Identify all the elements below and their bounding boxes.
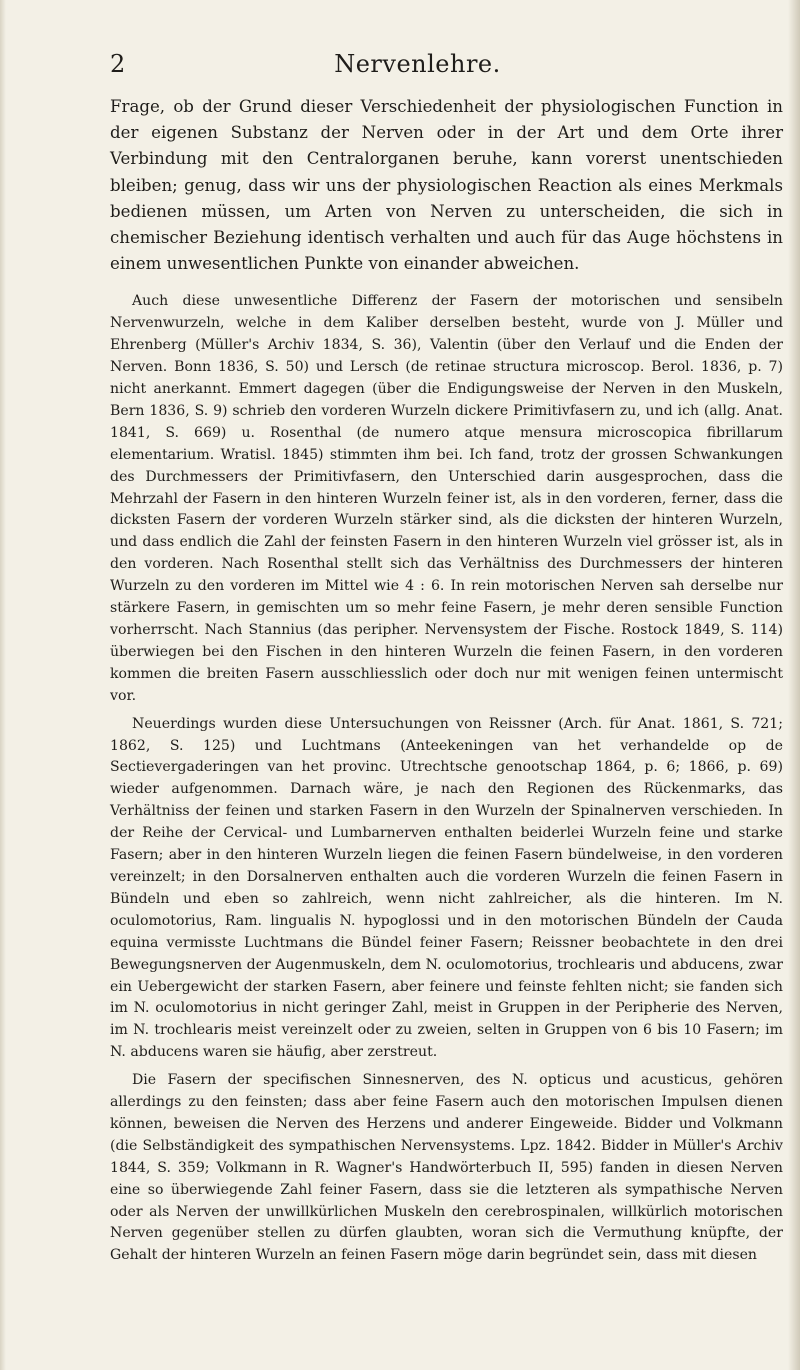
note-paragraph-fiber-calibre: Auch diese unwesentliche Differenz der Fasern der motorischen und sensibeln Nervenwurzeln, welche in dem Kaliber derselben besteht, wurde von J. Müller und Ehrenberg (Müller's Archiv 1834, S. 36), Valentin (über den Verlauf und die Enden der Nerven. Bonn 1836, S. 50) und Lersch (de retinae structura microscop. Berol. 1836, p. 7) nicht anerkannt. Emmert dagegen (über die Endigungsweise der Nerven in den Muskeln, Bern 1836, S. 9) schrieb den vorderen Wurzeln dickere Primitivfasern zu, und ich (allg. Anat. 1841, S. 669) u. Rosenthal (de numero atque mensura microscopica fibrillarum elementarium. Wratisl. 1845) stimmten ihm bei. Ich fand, trotz der grossen Schwankungen des Durchmessers der Primitivfasern, den Unterschied darin ausgesprochen, dass die Mehrzahl der Fasern in den hinteren Wurzeln feiner ist, als in den vorderen, ferner, dass die dicksten Fasern der vorderen Wurzeln stärker sind, als die dicksten der hinteren Wurzeln, und dass endlich die Zahl der feinsten Fasern in den hinteren Wurzeln viel grösser ist, als in den vorderen. Nach Rosenthal stellt sich das Verhältniss des Durchmessers der hinteren Wurzeln zu den vorderen im Mittel wie 4 : 6. In rein motorischen Nerven sah derselbe nur stärkere Fasern, in gemischten um so mehr feine Fasern, je mehr deren sensible Function vorherrscht. Nach Stannius (das peripher. Nervensystem der Fische. Rostock 1849, S. 114) überwiegen bei den Fischen in den hinteren Wurzeln die feinen Fasern, in den vorderen kommen die breiten Fasern ausschliesslich oder doch nur mit wenigen feinen untermischt vor. <box>110 293 783 704</box>
intro-paragraph: Frage, ob der Grund dieser Verschiedenheit der physiologischen Function in der eigenen Substanz der Nerven oder in der Art und dem Orte ihrer Verbindung mit den Centralorganen beruhe, kann vorerst unentschieden bleiben; genug, dass wir uns der physiologischen Reaction als eines Merkmals bedienen müssen, um Arten von Nerven zu unterscheiden, die sich in chemischer Beziehung identisch verhalten und auch für das Auge höchstens in einem unwesentlichen Punkte von einander abweichen. <box>110 97 783 274</box>
page-shadow-left <box>0 0 6 1370</box>
page-header <box>110 50 725 82</box>
note-paragraph-recent-studies: Neuerdings wurden diese Untersuchungen von Reissner (Arch. für Anat. 1861, S. 721; 1862, S. 125) und Luchtmans (Anteekeningen van het verhandelde op de Sectievergaderingen van het provinc. Utrechtsche genootschap 1864, p. 6; 1866, p. 69) wieder aufgenommen. Darnach wäre, je nach den Regionen des Rückenmarks, das Verhältniss der feinen und starken Fasern in den Wurzeln der Spinalnerven verschieden. In der Reihe der Cervical- und Lumbarnerven enthalten beiderlei Wurzeln feine und starke Fasern; aber in den hinteren Wurzeln liegen die feinen Fasern bündelweise, in den vorderen vereinzelt; in den Dorsalnerven enthalten auch die vorderen Wurzeln die feinen Fasern in Bündeln und eben so zahlreich, wenn nicht zahlreicher, als die hinteren. Im N. oculomotorius, Ram. lingualis N. hypoglossi und in den motorischen Bündeln der Cauda equina vermisste Luchtmans die Bündel feiner Fasern; Reissner beobachtete in den drei Bewegungsnerven der Augenmuskeln, dem N. oculomotorius, trochlearis und abducens, zwar ein Uebergewicht der starken Fasern, aber feinere und feinste fehlten nicht; sie fanden sich im N. oculomotorius in nicht geringer Zahl, meist in Gruppen in der Peripherie des Nerven, im N. trochlearis meist vereinzelt oder zu zweien, selten in Gruppen von 6 bis 10 Fasern; im N. abducens waren sie häufig, aber zerstreut. <box>110 715 783 1061</box>
running-title: Nervenlehre. <box>334 50 501 78</box>
page-body <box>110 94 783 1273</box>
page-shadow-right <box>788 0 800 1370</box>
page-number: 2 <box>110 50 126 78</box>
note-paragraph-sensory-nerves: Die Fasern der specifischen Sinnesnerven, des N. opticus und acusticus, gehören allerdings zu den feinsten; dass aber feine Fasern auch den motorischen Impulsen dienen können, beweisen die Nerven des Herzens und anderer Eingeweide. Bidder und Volkmann (die Selbständigkeit des sympathischen Nervensystems. Lpz. 1842. Bidder in Müller's Archiv 1844, S. 359; Volkmann in R. Wagner's Handwörterbuch II, 595) fanden in diesen Nerven eine so überwiegende Zahl feiner Fasern, dass sie die letzteren als sympathische Nerven oder als Nerven der unwillkürlichen Muskeln den cerebrospinalen, willkürlich motorischen Nerven gegenüber stellen zu dürfen glaubten, woran sich die Vermuthung knüpfte, der Gehalt der hinteren Wurzeln an feinen Fasern möge darin begründet sein, dass mit diesen <box>110 1072 783 1264</box>
